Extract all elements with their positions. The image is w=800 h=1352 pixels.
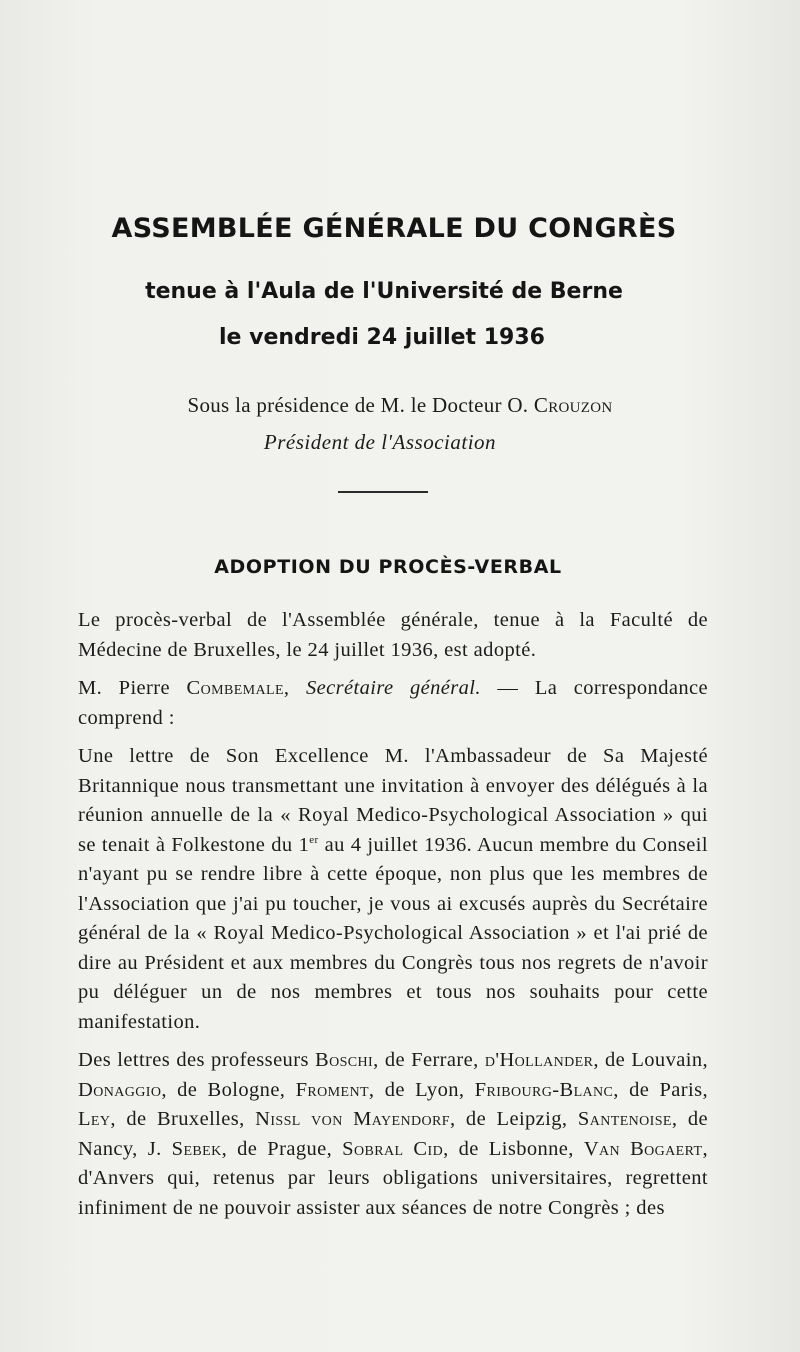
section-divider: [338, 491, 428, 493]
text-run: , de Nancy, J.: [78, 1108, 709, 1160]
president-role: Président de l'Association: [263, 430, 497, 454]
text-run: , de Ferrare,: [373, 1049, 485, 1071]
section-title: ADOPTION DU PROCÈS-VERBAL: [214, 556, 562, 578]
paragraph-correspondence-intro: [78, 674, 708, 733]
paragraph-minutes-adopted: Le procès-verbal de l'Assemblée générale, tenue à la Faculté de Médecine de Bruxelles, le 24 juillet 1936, est adopté.: [78, 609, 708, 661]
text-run: , de Leipzig,: [449, 1108, 578, 1130]
page-title: ASSEMBLÉE GÉNÉRALE DU CONGRÈS: [111, 213, 677, 244]
person-name: Van Bogaert: [583, 1137, 703, 1160]
secretary-role: Secrétaire général.: [305, 677, 481, 699]
ordinal-suffix: er: [309, 833, 319, 846]
text-run: M. Pierre: [78, 677, 187, 699]
text-run: , de Lisbonne,: [443, 1137, 584, 1160]
text-run: Des lettres des professeurs: [78, 1049, 316, 1071]
text-run: , de Lyon,: [368, 1078, 475, 1101]
text-run: au 4 juillet 1936. Aucun membre du Conseil n'ayant pu se rendre libre à cette époque, non plus que les membres de l'Association que j'ai pu toucher, je vous ai excusés auprès du Secrétaire général de la « Royal Medico-Psychological Association » et l'ai prié de dire au Président et aux membres du Congrès tous nos regrets de n'avoir pu déléguer un de nos membres et tous nos souhaits pour cette manifestation.: [78, 833, 708, 1033]
text-run: Une lettre de Son Excellence M. l'Ambassadeur de Sa Majesté Britannique nous transmettant une invitation à envoyer des délégués à la réunion annuelle de la « Royal Medico-Psychological Association » qui se tenait à Folkestone du 1: [78, 745, 708, 856]
person-name: Fribourg-Blanc: [474, 1078, 614, 1101]
text-run: , de Bologne,: [161, 1078, 296, 1101]
president-name: Crouzon: [533, 393, 613, 417]
paragraph-ambassador-letter: [78, 742, 708, 1037]
paragraph-professor-letters: [78, 1046, 708, 1223]
person-name: Sobral Cid: [342, 1137, 444, 1160]
secretary-name: Combemale: [186, 677, 284, 699]
person-name: Boschi: [315, 1049, 374, 1071]
person-name: Donaggio: [78, 1078, 162, 1101]
meeting-date: le vendredi 24 juillet 1936: [219, 325, 545, 350]
person-name: Santenoise: [577, 1108, 672, 1130]
person-name: Ley: [78, 1108, 111, 1130]
text-run: , de Louvain,: [593, 1049, 709, 1071]
text-run: , de Paris,: [613, 1078, 709, 1101]
presidency-prefix: Sous la présidence de M. le Docteur O.: [187, 393, 534, 417]
text-run: , d'Anvers qui, retenus par leurs obligations universitaires, regrettent infiniment de ne pouvoir assister aux séances de notre Congrès ; des: [78, 1137, 709, 1219]
text-run: — La correspondance comprend :: [78, 677, 709, 729]
text-run: , de Prague,: [221, 1137, 343, 1160]
presidency-line: [0, 393, 800, 418]
person-name: Nissl von Mayendorf: [255, 1108, 450, 1130]
meeting-place: tenue à l'Aula de l'Université de Berne: [145, 279, 623, 304]
person-name: Froment: [295, 1078, 369, 1101]
text-run: ,: [283, 677, 306, 699]
body-text: [78, 606, 708, 1232]
person-name: Sebek: [171, 1137, 222, 1160]
text-run: , de Bruxelles,: [110, 1108, 256, 1130]
person-name: d'Hollander: [484, 1049, 594, 1071]
